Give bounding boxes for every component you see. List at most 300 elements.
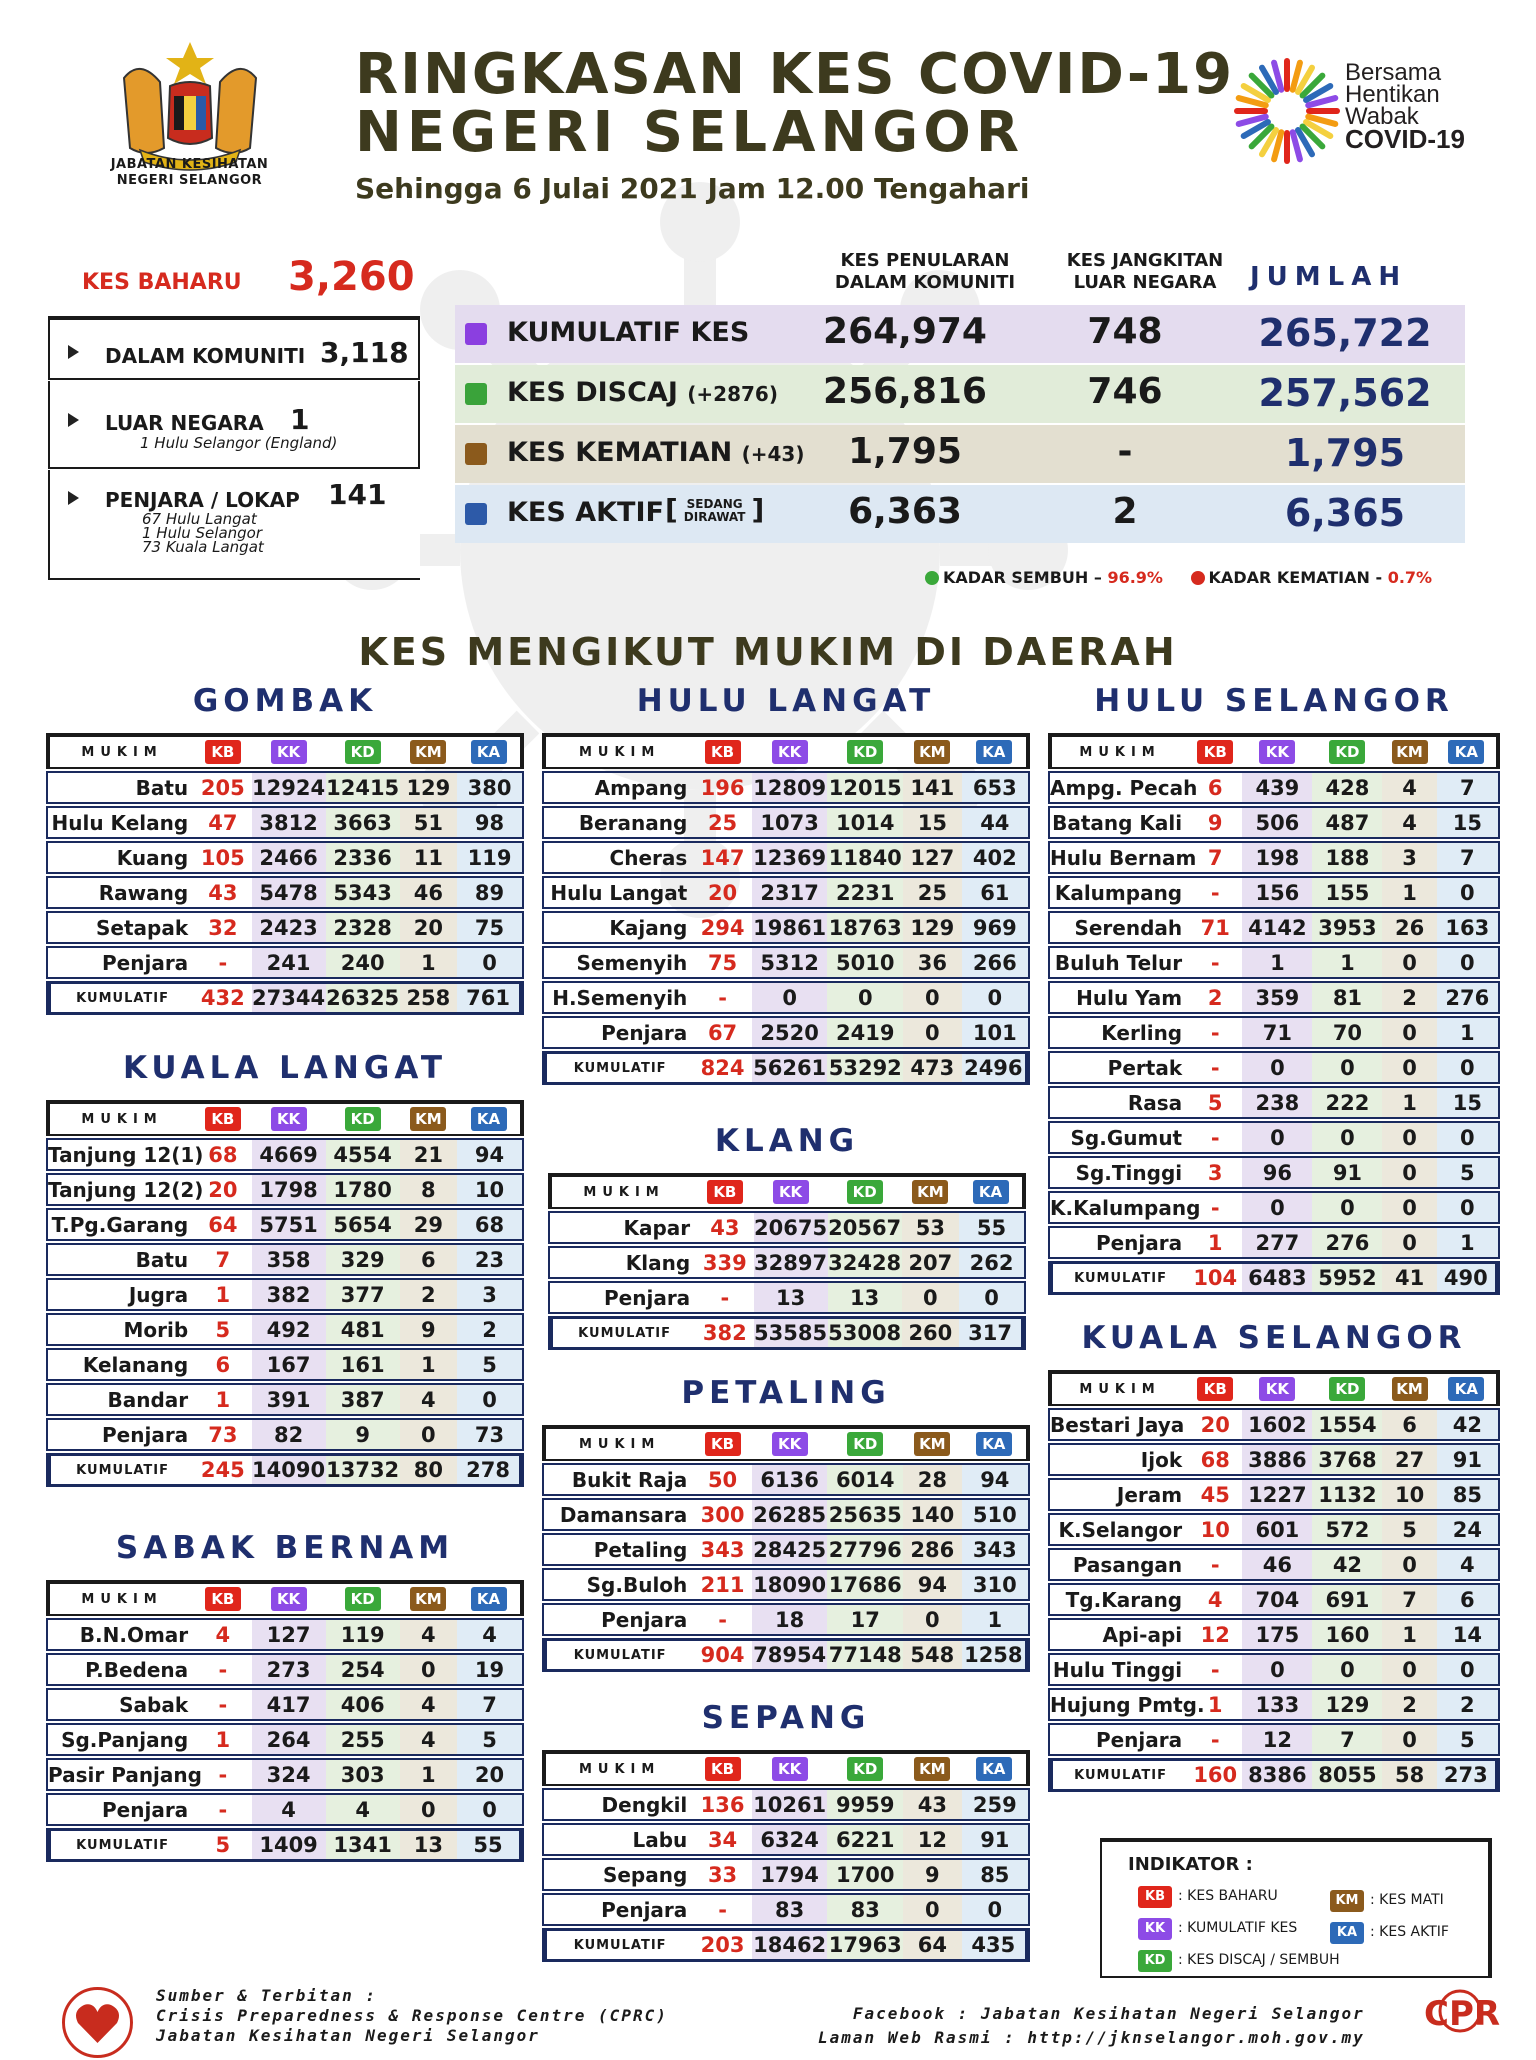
table-row [1048,1548,1500,1581]
legend-item-kk [1138,1918,1297,1940]
district-title: HULU LANGAT [636,683,936,719]
mukim-name: Serendah [1048,911,1188,944]
table-row [1048,946,1500,979]
table-row [1048,841,1500,874]
total-km-cell: 260 [902,1316,959,1350]
kb-cell: 50 [693,1463,752,1496]
summary-row [455,365,1465,423]
mukim-name: Hujung Pmtg. [1048,1688,1188,1721]
table-row [46,1618,524,1651]
table-row [1048,911,1500,944]
summary-total-value: 6,365 [1284,491,1406,535]
km-badge: KM [410,1587,446,1611]
km-cell: 0 [1382,1723,1436,1756]
kd-cell: 17686 [827,1568,903,1601]
summary-row-label [507,437,804,468]
mukim-name: Kerling [1048,1016,1188,1049]
table-row [1048,1051,1500,1084]
mukim-name: Penjara [1048,1723,1188,1756]
km-cell: 1 [1382,876,1436,909]
recovery-rate-label: KADAR SEMBUH – [943,568,1102,587]
km-cell: 9 [903,1858,962,1891]
kk-badge: KK [1259,1377,1295,1401]
kk-cell: 6324 [752,1823,828,1856]
mukim-name: K.Kalumpang [1048,1191,1188,1224]
km-cell: 0 [1382,1121,1436,1154]
kd-cell: 6014 [827,1463,903,1496]
table-row [542,806,1030,839]
ka-badge: KA [1330,1922,1364,1944]
mukim-name: Pertak [1048,1051,1188,1084]
km-badge: KM [1392,1377,1428,1401]
ka-cell: 0 [1437,876,1500,909]
table-header [542,1750,1030,1786]
mukim-name: Kalumpang [1048,876,1188,909]
km-cell: 4 [1382,806,1436,839]
kd-cell: 9959 [827,1788,903,1821]
ka-cell: 1 [1437,1226,1500,1259]
kb-badge: KB [205,740,241,764]
km-cell: 26 [1382,911,1436,944]
kd-cell: 42 [1312,1548,1382,1581]
district-title: KUALA LANGAT [122,1050,448,1086]
kk-cell: 4142 [1242,911,1312,944]
mukim-name: Hulu Tinggi [1048,1653,1188,1686]
kd-header [827,1750,903,1786]
red-dot-icon [1191,571,1205,585]
district-table [542,1423,1030,1674]
km-cell: 4 [1382,771,1436,804]
km-badge: KM [410,1107,446,1131]
department-name [82,157,297,189]
kk-cell: 6136 [752,1463,828,1496]
kk-cell: 1 [1242,946,1312,979]
km-cell: 28 [903,1463,962,1496]
ka-cell: 310 [962,1568,1030,1601]
mukim-name: Labu [542,1823,693,1856]
kk-cell: 0 [752,981,828,1014]
km-cell: 1 [400,1348,457,1381]
table-row [542,1498,1030,1531]
total-ka-cell: 435 [962,1928,1030,1962]
kk-cell: 391 [252,1383,326,1416]
total-kd-cell: 1341 [326,1828,400,1862]
kd-cell: 0 [1312,1051,1382,1084]
kb-badge: KB [1197,740,1233,764]
kk-header [752,733,828,769]
kd-badge: KD [847,740,883,764]
summary-row-label-text: KES DISCAJ [507,377,678,408]
kk-cell: 156 [1242,876,1312,909]
mukim-name: Setapak [46,911,194,944]
kk-cell: 20675 [754,1211,828,1244]
kb-cell: 136 [693,1788,752,1821]
kd-cell: 303 [326,1758,400,1791]
km-cell: 21 [400,1138,457,1171]
kd-cell: 406 [326,1688,400,1721]
ka-header [1437,1370,1500,1406]
mukim-name: Sg.Gumut [1048,1121,1188,1154]
kk-cell: 359 [1242,981,1312,1014]
kb-cell: 2 [1188,981,1242,1014]
ka-cell: 5 [457,1723,524,1756]
kd-header [326,1580,400,1616]
summary-community-value: 264,974 [823,311,987,352]
summary-row-extra: (+43) [741,442,805,466]
kb-cell: - [1188,1191,1242,1224]
district-table [1048,1368,1500,1794]
table-row [548,1281,1026,1314]
kb-cell: - [693,1893,752,1926]
kk-cell: 133 [1242,1688,1312,1721]
km-cell: 0 [400,1793,457,1826]
kb-badge: KB [707,1180,743,1204]
table-row [46,1653,524,1686]
kk-header [752,1425,828,1461]
ka-cell: 85 [1437,1478,1500,1511]
kami-sedia-membantu-logo-icon [60,1985,135,2060]
total-kb-cell: 904 [693,1638,752,1672]
mukim-name: Beranang [542,806,693,839]
total-row [548,1316,1026,1350]
kd-cell: 0 [1312,1191,1382,1224]
total-label: KUMULATIF [46,981,194,1015]
total-label: KUMULATIF [542,1928,693,1962]
kd-cell: 222 [1312,1086,1382,1119]
ka-cell: 91 [1437,1443,1500,1476]
mukim-name: Penjara [548,1281,696,1314]
kk-cell: 417 [252,1688,326,1721]
table-row [46,876,524,909]
kb-badge: KB [705,740,741,764]
kk-cell: 12369 [752,841,828,874]
ka-badge: KA [976,740,1012,764]
kb-cell: 105 [194,841,251,874]
kk-cell: 19861 [752,911,828,944]
table-row [1048,771,1500,804]
kd-cell: 5654 [326,1208,400,1241]
mukim-name: Penjara [1048,1226,1188,1259]
green-dot-icon [925,571,939,585]
total-kb-cell: 104 [1188,1261,1242,1295]
summary-abroad-value: - [1117,431,1133,472]
mukim-name: Rawang [46,876,194,909]
total-kb-cell: 824 [693,1051,752,1085]
km-header [903,733,962,769]
facebook-link[interactable]: Facebook : Jabatan Kesihatan Negeri Selangor [852,2004,1365,2023]
kk-cell: 175 [1242,1618,1312,1651]
total-ka-cell: 761 [457,981,524,1015]
ka-cell: 0 [1437,1653,1500,1686]
district-table [46,731,524,1017]
kk-cell: 82 [252,1418,326,1451]
km-cell: 0 [903,1893,962,1926]
ka-badge: KA [1448,1377,1484,1401]
ka-cell: 10 [457,1173,524,1206]
km-badge: KM [914,1757,950,1781]
kd-cell: 188 [1312,841,1382,874]
ka-cell: 266 [962,946,1030,979]
mukim-name: Kuang [46,841,194,874]
mukim-name: Hulu Langat [542,876,693,909]
kd-cell: 4 [326,1793,400,1826]
mukim-name: Damansara [542,1498,693,1531]
ka-cell: 7 [1437,771,1500,804]
mukim-name: Cheras [542,841,693,874]
ka-cell: 0 [457,1793,524,1826]
kd-cell: 13 [828,1281,902,1314]
table-row [542,1788,1030,1821]
total-label: KUMULATIF [542,1638,693,1672]
kd-cell: 2328 [326,911,400,944]
kk-cell: 12809 [752,771,828,804]
table-row [542,841,1030,874]
kb-cell: 7 [194,1243,251,1276]
legend-ka-text: : KES AKTIF [1370,1924,1449,1940]
total-kd-cell: 26325 [326,981,400,1015]
campaign-text [1345,59,1465,154]
total-kd-cell: 5952 [1312,1261,1382,1295]
total-kd-cell: 13732 [326,1453,400,1487]
mukim-name: Batu [46,1243,194,1276]
mukim-name: H.Semenyih [542,981,693,1014]
km-cell: 2 [1382,1688,1436,1721]
page-title-line2: NEGERI SELANGOR [355,100,1024,165]
total-km-cell: 473 [903,1051,962,1085]
mukim-name: Tanjung 12(1) [46,1138,194,1171]
kk-cell: 1602 [1242,1408,1312,1441]
kk-badge: KK [1138,1918,1172,1940]
total-kk-cell: 8386 [1242,1758,1312,1792]
ka-header [457,1100,524,1136]
kb-cell: 20 [194,1173,251,1206]
table-row [46,946,524,979]
total-km-cell: 64 [903,1928,962,1962]
kd-cell: 155 [1312,876,1382,909]
km-cell: 53 [902,1211,959,1244]
km-cell: 127 [903,841,962,874]
district-table [46,1098,524,1489]
kk-cell: 5312 [752,946,828,979]
mukim-name: Api-api [1048,1618,1188,1651]
mukim-header: MUKIM [542,1750,693,1786]
bullet-arrow-icon [68,413,79,427]
table-row [542,771,1030,804]
kd-cell: 17 [827,1603,903,1636]
recovery-rate-value: 96.9% [1107,568,1163,587]
total-label: KUMULATIF [46,1453,194,1487]
kd-cell: 1700 [827,1858,903,1891]
table-row [1048,1443,1500,1476]
total-ka-cell: 2496 [962,1051,1030,1085]
kb-header [1188,733,1242,769]
kd-cell: 387 [326,1383,400,1416]
kk-cell: 439 [1242,771,1312,804]
kb-cell: 67 [693,1016,752,1049]
ka-cell: 6 [1437,1583,1500,1616]
kd-badge: KD [345,740,381,764]
kb-cell: 147 [693,841,752,874]
legend-item-kd [1138,1950,1340,1972]
table-row [1048,806,1500,839]
footer-contacts [818,2002,1365,2050]
kd-header [1312,1370,1382,1406]
ka-cell: 98 [457,806,524,839]
total-row [1048,1261,1500,1295]
mukim-name: Kajang [542,911,693,944]
table-row [542,911,1030,944]
color-square-icon [465,323,487,345]
km-cell: 8 [400,1173,457,1206]
kk-cell: 4 [252,1793,326,1826]
mukim-name: Pasangan [1048,1548,1188,1581]
total-kk-cell: 18462 [752,1928,828,1962]
table-row [46,1688,524,1721]
total-label: KUMULATIF [1048,1758,1188,1792]
kk-cell: 382 [252,1278,326,1311]
kb-cell: 33 [693,1858,752,1891]
total-km-cell: 80 [400,1453,457,1487]
km-cell: 25 [903,876,962,909]
ka-cell: 14 [1437,1618,1500,1651]
mukim-name: Penjara [542,1893,693,1926]
kb-badge: KB [1138,1886,1172,1908]
km-badge: KM [1392,740,1428,764]
district-title: HULU SELANGOR [1094,683,1454,719]
kb-badge: KB [705,1757,741,1781]
summary-row-label-text: KES KEMATIAN [507,437,733,468]
kd-cell: 81 [1312,981,1382,1014]
table-row [1048,876,1500,909]
mukim-name: Penjara [542,1016,693,1049]
kk-cell: 5751 [252,1208,326,1241]
kk-cell: 273 [252,1653,326,1686]
ka-cell: 259 [962,1788,1030,1821]
ka-cell: 0 [962,1893,1030,1926]
mukim-name: T.Pg.Garang [46,1208,194,1241]
km-header [400,1580,457,1616]
ka-cell: 402 [962,841,1030,874]
kb-cell: 4 [1188,1583,1242,1616]
kd-cell: 2419 [827,1016,903,1049]
kd-cell: 12015 [827,771,903,804]
total-row [46,981,524,1015]
summary-abroad-value: 2 [1112,491,1138,532]
mukim-name: P.Bedena [46,1653,194,1686]
kd-badge: KD [847,1757,883,1781]
mukim-name: Bandar [46,1383,194,1416]
kb-header [693,733,752,769]
kb-header [194,1100,251,1136]
kb-cell: 5 [194,1313,251,1346]
table-row [1048,1086,1500,1119]
total-ka-cell: 317 [959,1316,1026,1350]
ka-badge: KA [471,1107,507,1131]
table-row [46,1723,524,1756]
mukim-header: MUKIM [46,1100,194,1136]
ka-cell: 5 [1437,1156,1500,1189]
km-cell: 0 [1382,1156,1436,1189]
kb-badge: KB [205,1107,241,1131]
kd-cell: 91 [1312,1156,1382,1189]
mukim-header: MUKIM [1048,1370,1188,1406]
total-kb-cell: 160 [1188,1758,1242,1792]
table-header [542,733,1030,769]
ka-badge: KA [471,1587,507,1611]
campaign-line2: Hentikan [1345,81,1440,108]
summary-community-value: 6,363 [848,491,962,532]
kk-cell: 506 [1242,806,1312,839]
total-row [46,1453,524,1487]
total-ka-cell: 278 [457,1453,524,1487]
table-row [46,1383,524,1416]
kd-cell: 20567 [828,1211,902,1244]
mukim-name: Kelanang [46,1348,194,1381]
km-badge: KM [914,740,950,764]
kd-cell: 119 [326,1618,400,1651]
mukim-name: Ijok [1048,1443,1188,1476]
ka-cell: 0 [457,1383,524,1416]
table-row [46,841,524,874]
km-cell: 286 [903,1533,962,1566]
kd-badge: KD [847,1432,883,1456]
ka-cell: 24 [1437,1513,1500,1546]
kb-cell: 205 [194,771,251,804]
ka-cell: 5 [457,1348,524,1381]
campaign-line3: Wabak [1345,103,1419,130]
bracket-open: [ [665,493,678,526]
summary-row [455,425,1465,483]
kb-cell: 43 [696,1211,753,1244]
km-cell: 0 [902,1281,959,1314]
total-row [542,1928,1030,1962]
total-ka-cell: 490 [1437,1261,1500,1295]
mukim-name: K.Selangor [1048,1513,1188,1546]
kd-cell: 2231 [827,876,903,909]
kd-cell: 6221 [827,1823,903,1856]
ka-badge: KA [976,1432,1012,1456]
district-title: KLANG [714,1123,860,1159]
kb-cell: 294 [693,911,752,944]
total-kk-cell: 56261 [752,1051,828,1085]
km-cell: 1 [1382,1086,1436,1119]
kb-cell: - [194,1793,251,1826]
kb-header [696,1173,753,1209]
abroad-cases-label: LUAR NEGARA [105,411,264,435]
total-kb-cell: 432 [194,981,251,1015]
table-row [542,1533,1030,1566]
mukim-name: Pasir Panjang [46,1758,194,1791]
km-cell: 4 [400,1688,457,1721]
ka-cell: 0 [959,1281,1026,1314]
mukim-name: Sepang [542,1858,693,1891]
ka-cell: 7 [1437,841,1500,874]
kb-cell: - [1188,1653,1242,1686]
color-square-icon [465,383,487,405]
kd-cell: 377 [326,1278,400,1311]
kb-cell: 75 [693,946,752,979]
prison-cases-label: PENJARA / LOKAP [105,488,300,512]
mukim-header: MUKIM [542,733,693,769]
kk-cell: 4669 [252,1138,326,1171]
district-table [542,1748,1030,1964]
kb-cell: 1 [194,1278,251,1311]
km-cell: 0 [1382,1653,1436,1686]
website-link[interactable]: Laman Web Rasmi : http://jknselangor.moh.gov.my [818,2028,1365,2047]
abroad-column-header-line1: KES JANGKITAN [1066,250,1224,271]
mukim-header: MUKIM [1048,733,1188,769]
kb-cell: 12 [1188,1618,1242,1651]
